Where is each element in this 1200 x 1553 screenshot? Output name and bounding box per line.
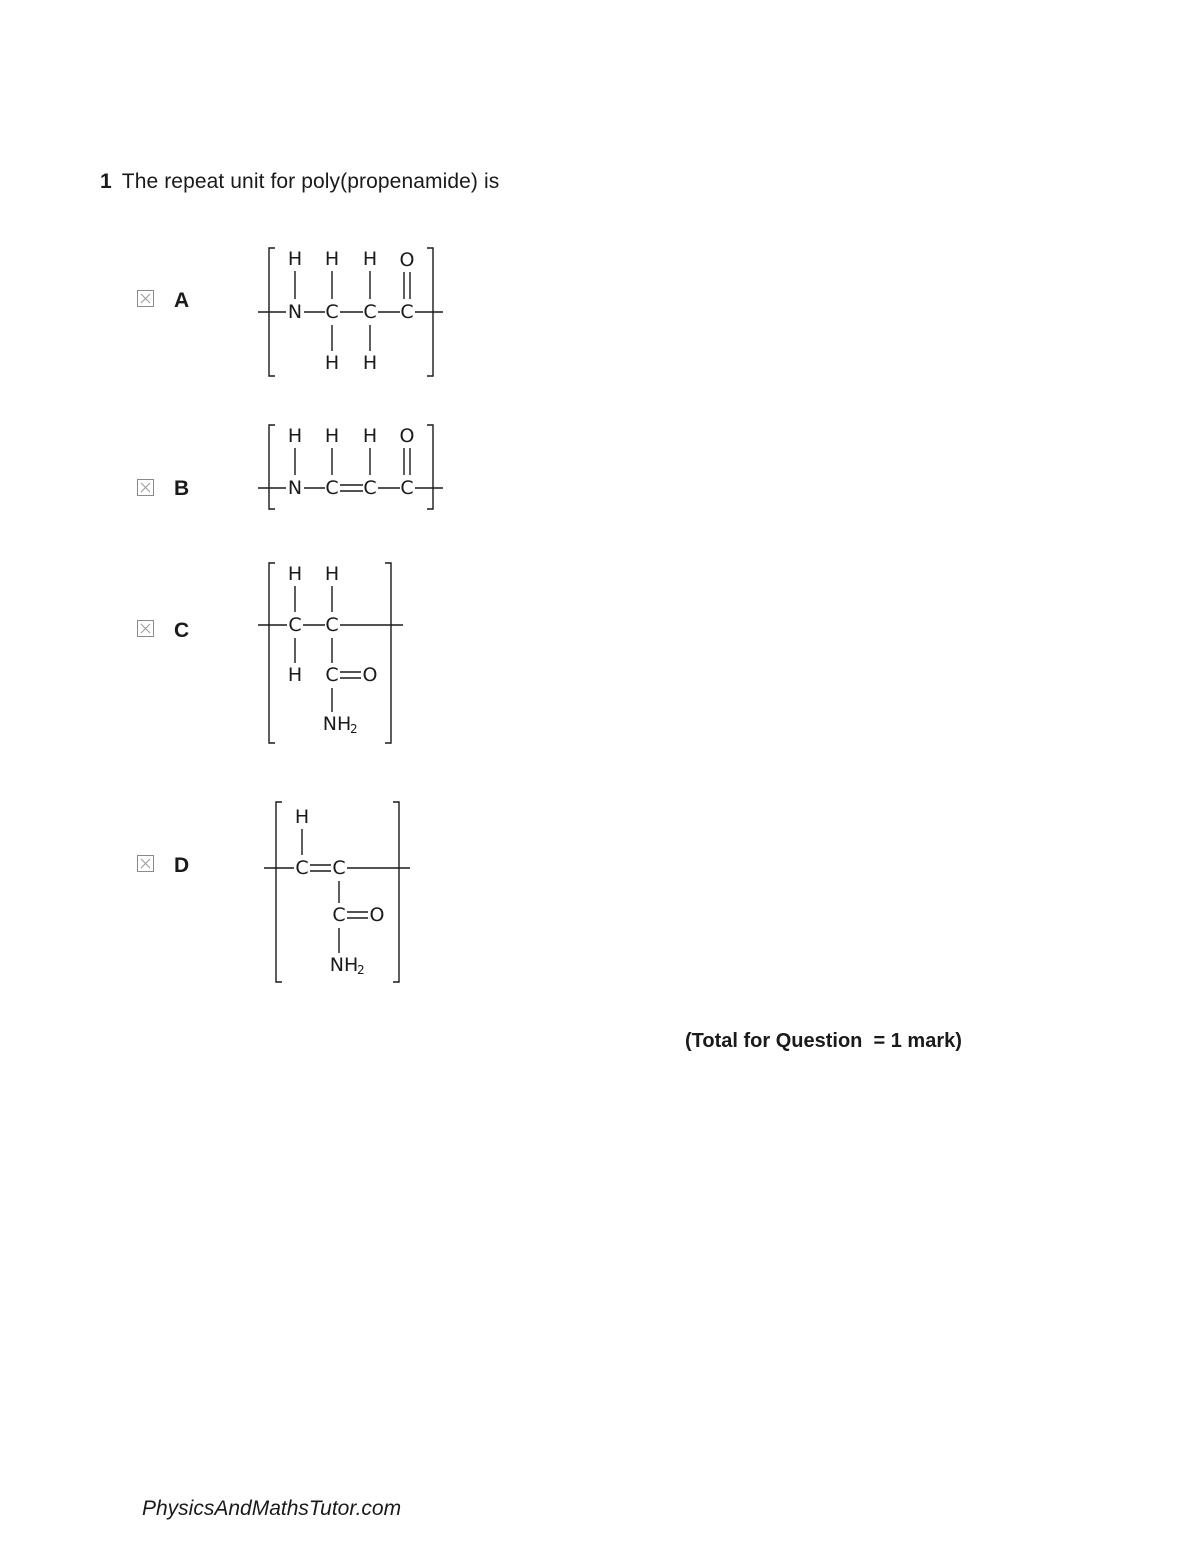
atom: O [369, 904, 385, 926]
atom: C [288, 614, 302, 636]
atom: H [287, 664, 303, 686]
question-stem [100, 170, 499, 194]
atom: H [362, 425, 378, 447]
atom: C [325, 477, 339, 499]
structure-b [255, 420, 455, 515]
option-a-letter: A [174, 289, 190, 312]
subscript: 2 [350, 722, 358, 736]
total-marks: (Total for Question = 1 mark) [685, 1030, 962, 1052]
atom: H [362, 352, 378, 374]
footer-watermark: PhysicsAndMathsTutor.com [142, 1497, 402, 1520]
atom: H [294, 806, 310, 828]
atom: H [324, 425, 340, 447]
structure-c [255, 558, 415, 748]
atom: N [287, 477, 303, 499]
atom: O [399, 425, 415, 447]
atom: C [325, 664, 339, 686]
atom: C [332, 857, 346, 879]
subscript: 2 [357, 963, 365, 977]
atom: C [363, 301, 377, 323]
atom: H [287, 425, 303, 447]
question-number: 1 [100, 170, 112, 193]
atom: H [324, 248, 340, 270]
atom: C [325, 614, 339, 636]
atom: NH [329, 954, 359, 976]
atom: H [324, 563, 340, 585]
option-b-letter: B [174, 477, 190, 500]
atom: C [332, 904, 346, 926]
question-text: The repeat unit for poly(propenamide) is [121, 170, 500, 193]
option-c-checkbox[interactable] [137, 620, 154, 637]
atom: C [325, 301, 339, 323]
structure-d [255, 797, 425, 987]
atom: O [362, 664, 378, 686]
atom: C [295, 857, 309, 879]
option-d-letter: D [174, 854, 190, 877]
atom: C [363, 477, 377, 499]
atom: H [324, 352, 340, 374]
structure-a [255, 243, 455, 383]
atom: C [400, 477, 414, 499]
atom: H [287, 563, 303, 585]
atom: N [287, 301, 303, 323]
option-c-letter: C [174, 619, 190, 642]
atom: H [287, 248, 303, 270]
option-a-checkbox[interactable] [137, 290, 154, 307]
option-b-checkbox[interactable] [137, 479, 154, 496]
atom: H [362, 248, 378, 270]
atom: C [400, 301, 414, 323]
option-d-checkbox[interactable] [137, 855, 154, 872]
atom: O [399, 249, 415, 271]
atom: NH [322, 713, 352, 735]
